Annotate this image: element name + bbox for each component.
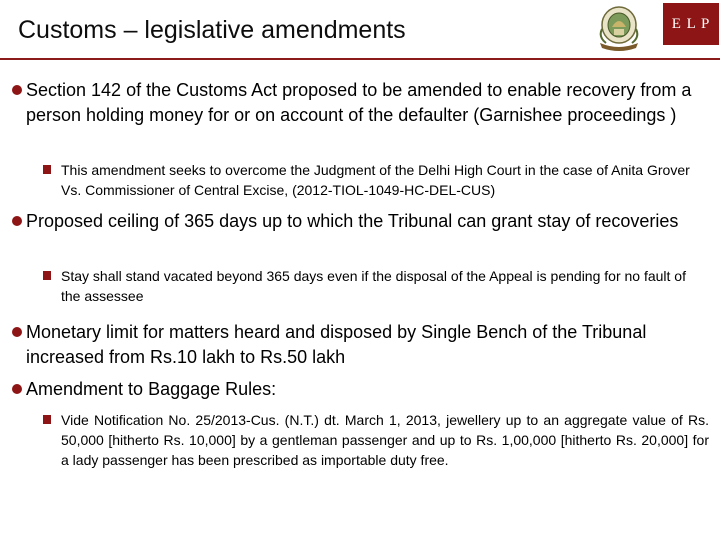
list-item: [26, 209, 710, 234]
list-item: [26, 377, 710, 402]
bullet-dot-icon: [12, 384, 22, 394]
sub-list-item-text: Stay shall stand vacated beyond 365 days even if the disposal of the Appeal is pending for no fault of the assessee: [61, 268, 686, 304]
bullet-dot-icon: [12, 85, 22, 95]
sub-list-item-text: Vide Notification No. 25/2013-Cus. (N.T.) dt. March 1, 2013, jewellery up to an aggregate value of Rs. 50,000 [hitherto Rs. 10,000] by a gentleman passenger and up to Rs. 1,00,000 [hitherto Rs. 20,000] for a lady passenger has been prescribed as importable duty free.: [61, 412, 709, 468]
list-item-text: Amendment to Baggage Rules:: [26, 379, 277, 399]
bullet-dot-icon: [12, 216, 22, 226]
elp-logo: E L P: [663, 3, 719, 45]
sub-list-item: [61, 160, 709, 200]
bullet-square-icon: [43, 165, 51, 174]
bullet-dot-icon: [12, 327, 22, 337]
bullet-square-icon: [43, 415, 51, 424]
sub-list-item-text: This amendment seeks to overcome the Judgment of the Delhi High Court in the case of Anita Grover Vs. Commissioner of Central Excise, (2012-TIOL-1049-HC-DEL-CUS): [61, 162, 690, 198]
government-seal-emblem-icon: [594, 3, 644, 55]
title-divider: [0, 58, 720, 60]
slide-title: Customs – legislative amendments: [18, 16, 406, 44]
list-item: [26, 320, 710, 369]
list-item-text: Section 142 of the Customs Act proposed to be amended to enable recovery from a person holding money for or on account of the defaulter (Garnishee proceedings ): [26, 80, 692, 125]
list-item-text: Proposed ceiling of 365 days up to which the Tribunal can grant stay of recoveries: [26, 211, 679, 231]
sub-list-item: [61, 266, 709, 306]
sub-list-item: [61, 410, 709, 470]
list-item-text: Monetary limit for matters heard and disposed by Single Bench of the Tribunal increased from Rs.10 lakh to Rs.50 lakh: [26, 322, 647, 367]
list-item: [26, 78, 710, 127]
bullet-square-icon: [43, 271, 51, 280]
